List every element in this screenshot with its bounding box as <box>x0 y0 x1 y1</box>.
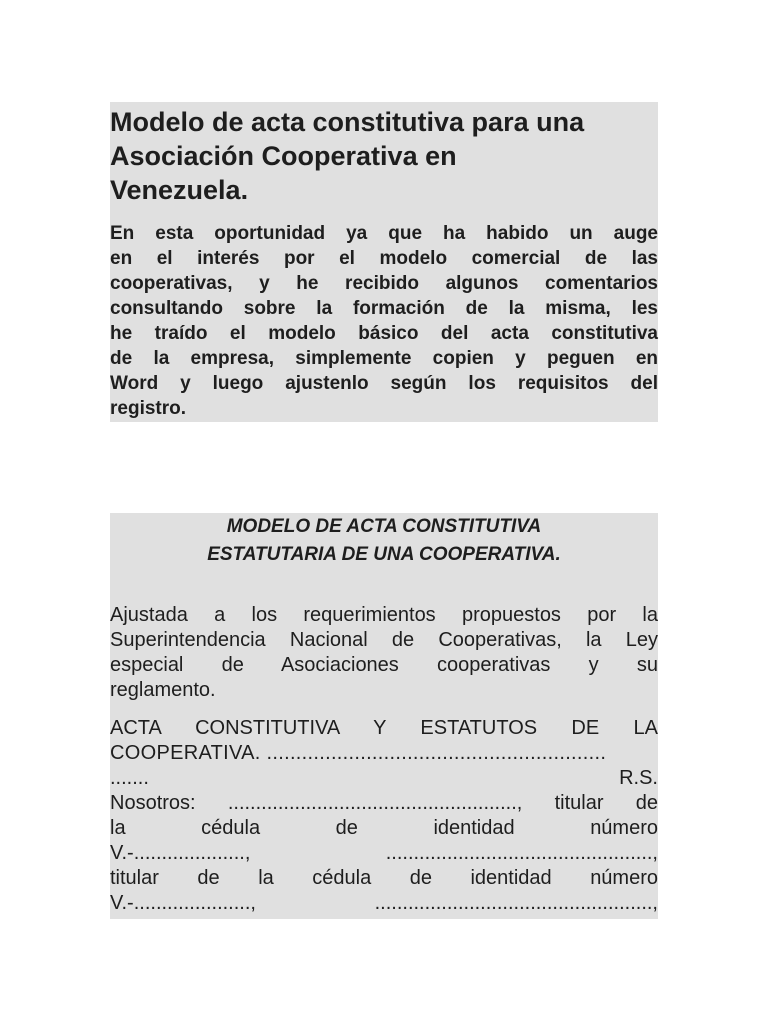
paragraph-line: especial de Asociaciones cooperativas y su <box>110 654 658 676</box>
acta-line: V.-...................., ................................................, <box>110 842 658 864</box>
acta-heading-line: ESTATUTARIA DE UNA COOPERATIVA. <box>207 544 561 565</box>
intro-line: cooperativas, y he recibido algunos comentarios <box>110 273 658 294</box>
acta-line: Nosotros: ...................................................., titular de <box>110 792 658 814</box>
acta-block <box>110 513 658 919</box>
acta-line: V.-....................., .................................................., <box>110 892 658 914</box>
intro-line: Word y luego ajustenlo según los requisitos del <box>110 373 658 394</box>
paragraph-line: Ajustada a los requerimientos propuestos por la <box>110 604 658 626</box>
intro-line: he traído el modelo básico del acta constitutiva <box>110 323 658 344</box>
document-title-line: Asociación Cooperativa en <box>110 141 457 171</box>
intro-line: de la empresa, simplemente copien y peguen en <box>110 348 658 369</box>
intro-block <box>110 102 658 422</box>
intro-line: consultando sobre la formación de la misma, les <box>110 298 658 319</box>
document-title-line: Venezuela. <box>110 175 249 205</box>
acta-line: ....... R.S. <box>110 767 658 789</box>
acta-heading-line: MODELO DE ACTA CONSTITUTIVA <box>226 516 542 537</box>
paragraph-line: reglamento. <box>110 679 216 701</box>
acta-line: titular de la cédula de identidad número <box>110 867 658 889</box>
intro-line: registro. <box>110 398 187 419</box>
paragraph-line: Superintendencia Nacional de Cooperativas, la Ley <box>110 629 658 651</box>
acta-line: ACTA CONSTITUTIVA Y ESTATUTOS DE LA <box>110 717 658 739</box>
acta-line: COOPERATIVA. .......................................................... <box>110 742 607 764</box>
intro-line: en el interés por el modelo comercial de las <box>110 248 658 269</box>
document-title-line: Modelo de acta constitutiva para una <box>110 107 585 137</box>
intro-line: En esta oportunidad ya que ha habido un auge <box>110 223 658 244</box>
acta-line: la cédula de identidad número <box>110 817 658 839</box>
